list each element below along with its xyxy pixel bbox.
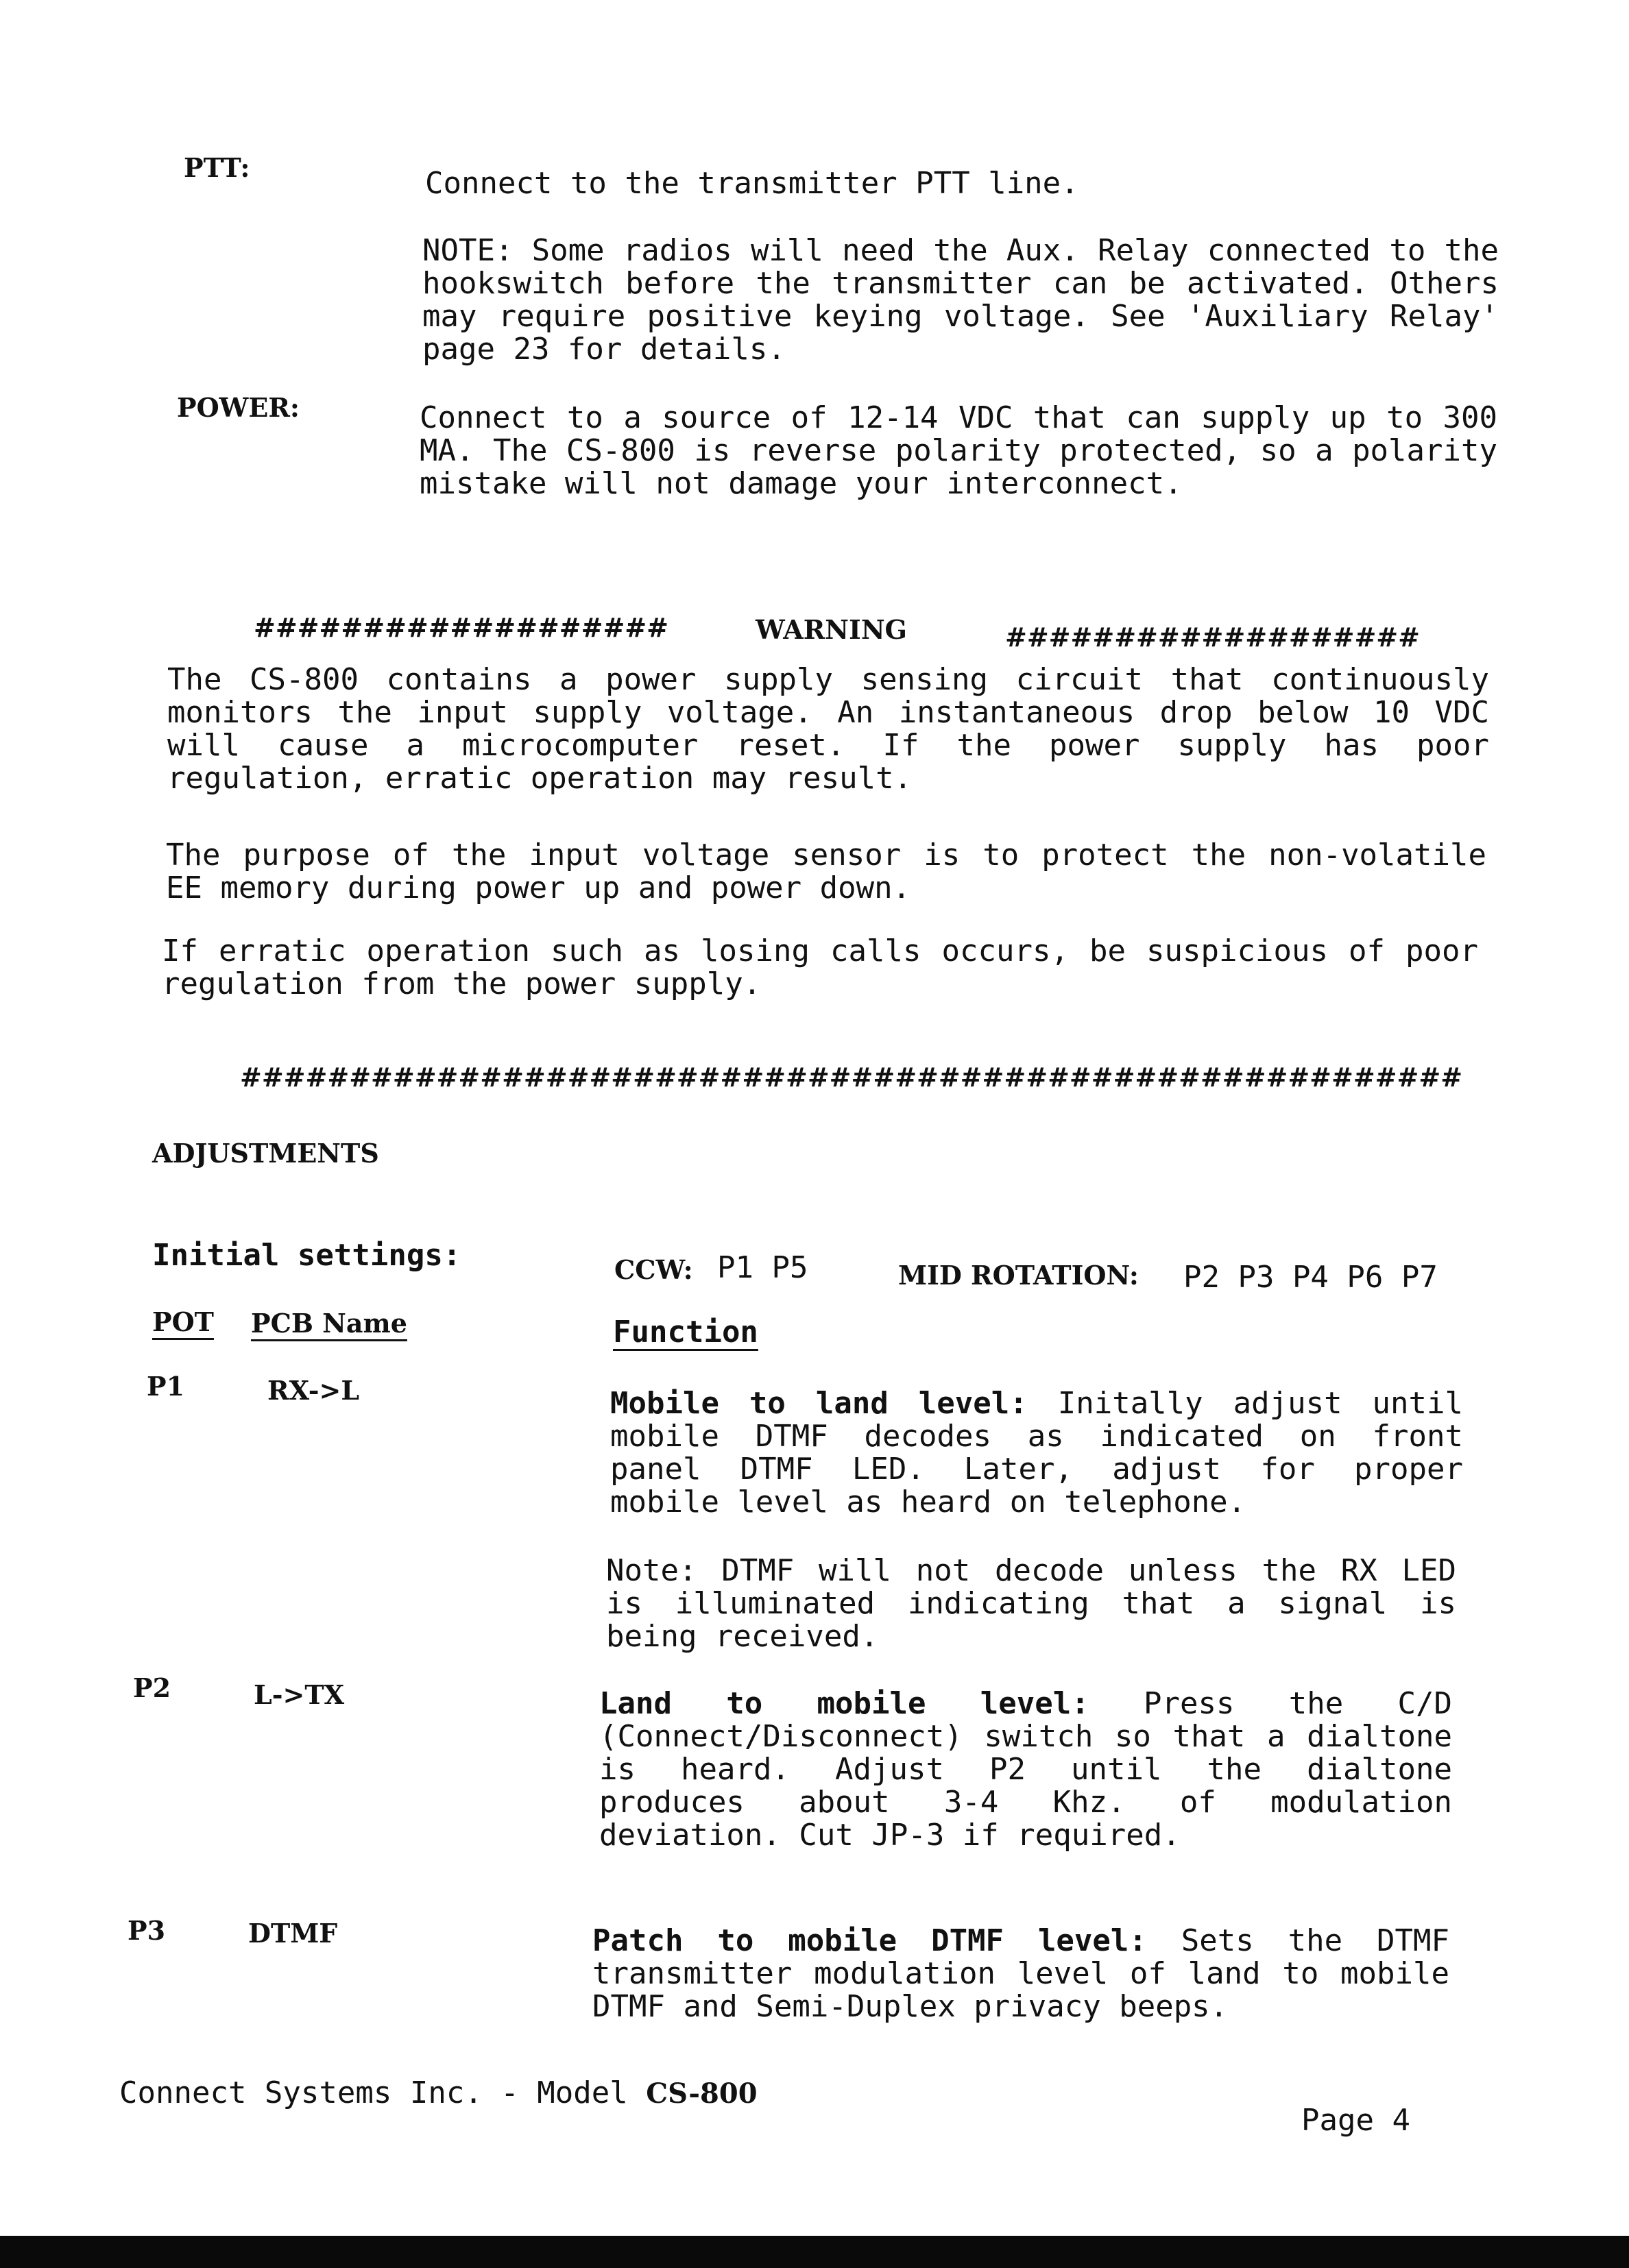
warning-title: WARNING [756, 614, 908, 645]
function-p2-text: Press the C/D (Connect/Disconnect) switch so that a dialtone is heard. Adjust P2 until the dialtone produces about 3-4 Khz. of modulation deviation. Cut JP-3 if required. [599, 1686, 1452, 1853]
function-p2 [599, 1687, 1452, 1852]
pcb-p3: DTMF [248, 1918, 338, 1949]
ptt-line: Connect to the transmitter PTT line. [425, 166, 1079, 201]
function-p1 [610, 1387, 1463, 1519]
pot-p1: P1 [147, 1371, 185, 1402]
footer-company-text: Connect Systems Inc. - Model [119, 2075, 628, 2110]
function-p3 [592, 1925, 1449, 2023]
power-label: POWER: [177, 392, 300, 423]
footer-page-number: Page 4 [1301, 2103, 1410, 2138]
function-p3-text: Sets the DTMF transmitter modulation level of land to mobile DTMF and Semi-Duplex privacy beeps. [592, 1923, 1449, 2024]
initial-settings-label: Initial settings: [152, 1238, 461, 1273]
mid-rotation-value: P2 P3 P4 P6 P7 [1183, 1260, 1438, 1295]
ptt-label: PTT: [184, 152, 250, 183]
function-p2-title: Land to mobile level: [599, 1686, 1089, 1721]
pot-p3: P3 [128, 1915, 166, 1946]
function-p1-title: Mobile to land level: [610, 1386, 1028, 1421]
column-pot: POT [152, 1306, 214, 1337]
pot-p2: P2 [133, 1672, 171, 1703]
scan-bottom-edge [0, 2236, 1629, 2268]
function-p1-note: Note: DTMF will not decode unless the RX LED is illuminated indicating that a signal is being received. [606, 1553, 1456, 1654]
warning-hash-left: ################### [254, 612, 668, 643]
warning-hash-line: ######################################################## [240, 1062, 1463, 1093]
footer-company [119, 2077, 758, 2110]
ccw-value: P1 P5 [717, 1250, 808, 1285]
warning-paragraph-1: The CS-800 contains a power supply sensing circuit that continuously monitors the input supply voltage. An instantaneous drop below 10 VDC will cause a microcomputer reset. If the power supply has poor regulation, erratic operation may result. [167, 662, 1489, 796]
warning-paragraph-3: If erratic operation such as losing calls occurs, be suspicious of poor regulation from the power supply. [162, 934, 1478, 1001]
warning-paragraph-2: The purpose of the input voltage sensor is to protect the non-volatile EE memory during power up and power down. [166, 838, 1486, 905]
column-function: Function [613, 1315, 758, 1350]
ccw-label: CCW: [614, 1254, 693, 1285]
pcb-p2: L->TX [254, 1679, 345, 1710]
column-pcb-name: PCB Name [251, 1308, 407, 1339]
power-text: Connect to a source of 12-14 VDC that can supply up to 300 MA. The CS-800 is reverse polarity protected, so a polarity mistake will not damage your interconnect. [420, 400, 1497, 501]
function-p3-title: Patch to mobile DTMF level: [592, 1923, 1147, 1958]
function-p1-text: Initally adjust until mobile DTMF decodes as indicated on front panel DTMF LED. Later, adjust for proper mobile level as heard on telephone. [610, 1386, 1463, 1520]
mid-rotation-label: MID ROTATION: [898, 1260, 1139, 1291]
footer-model: CS-800 [646, 2077, 758, 2110]
warning-hash-right: ################### [1005, 622, 1420, 653]
adjustments-heading: ADJUSTMENTS [152, 1138, 379, 1169]
pcb-p1: RX->L [267, 1375, 360, 1406]
ptt-note: NOTE: Some radios will need the Aux. Relay connected to the hookswitch before the transmitter can be activated. Others may require positive keying voltage. See 'Auxiliary Relay' page 23 for details. [422, 233, 1499, 367]
